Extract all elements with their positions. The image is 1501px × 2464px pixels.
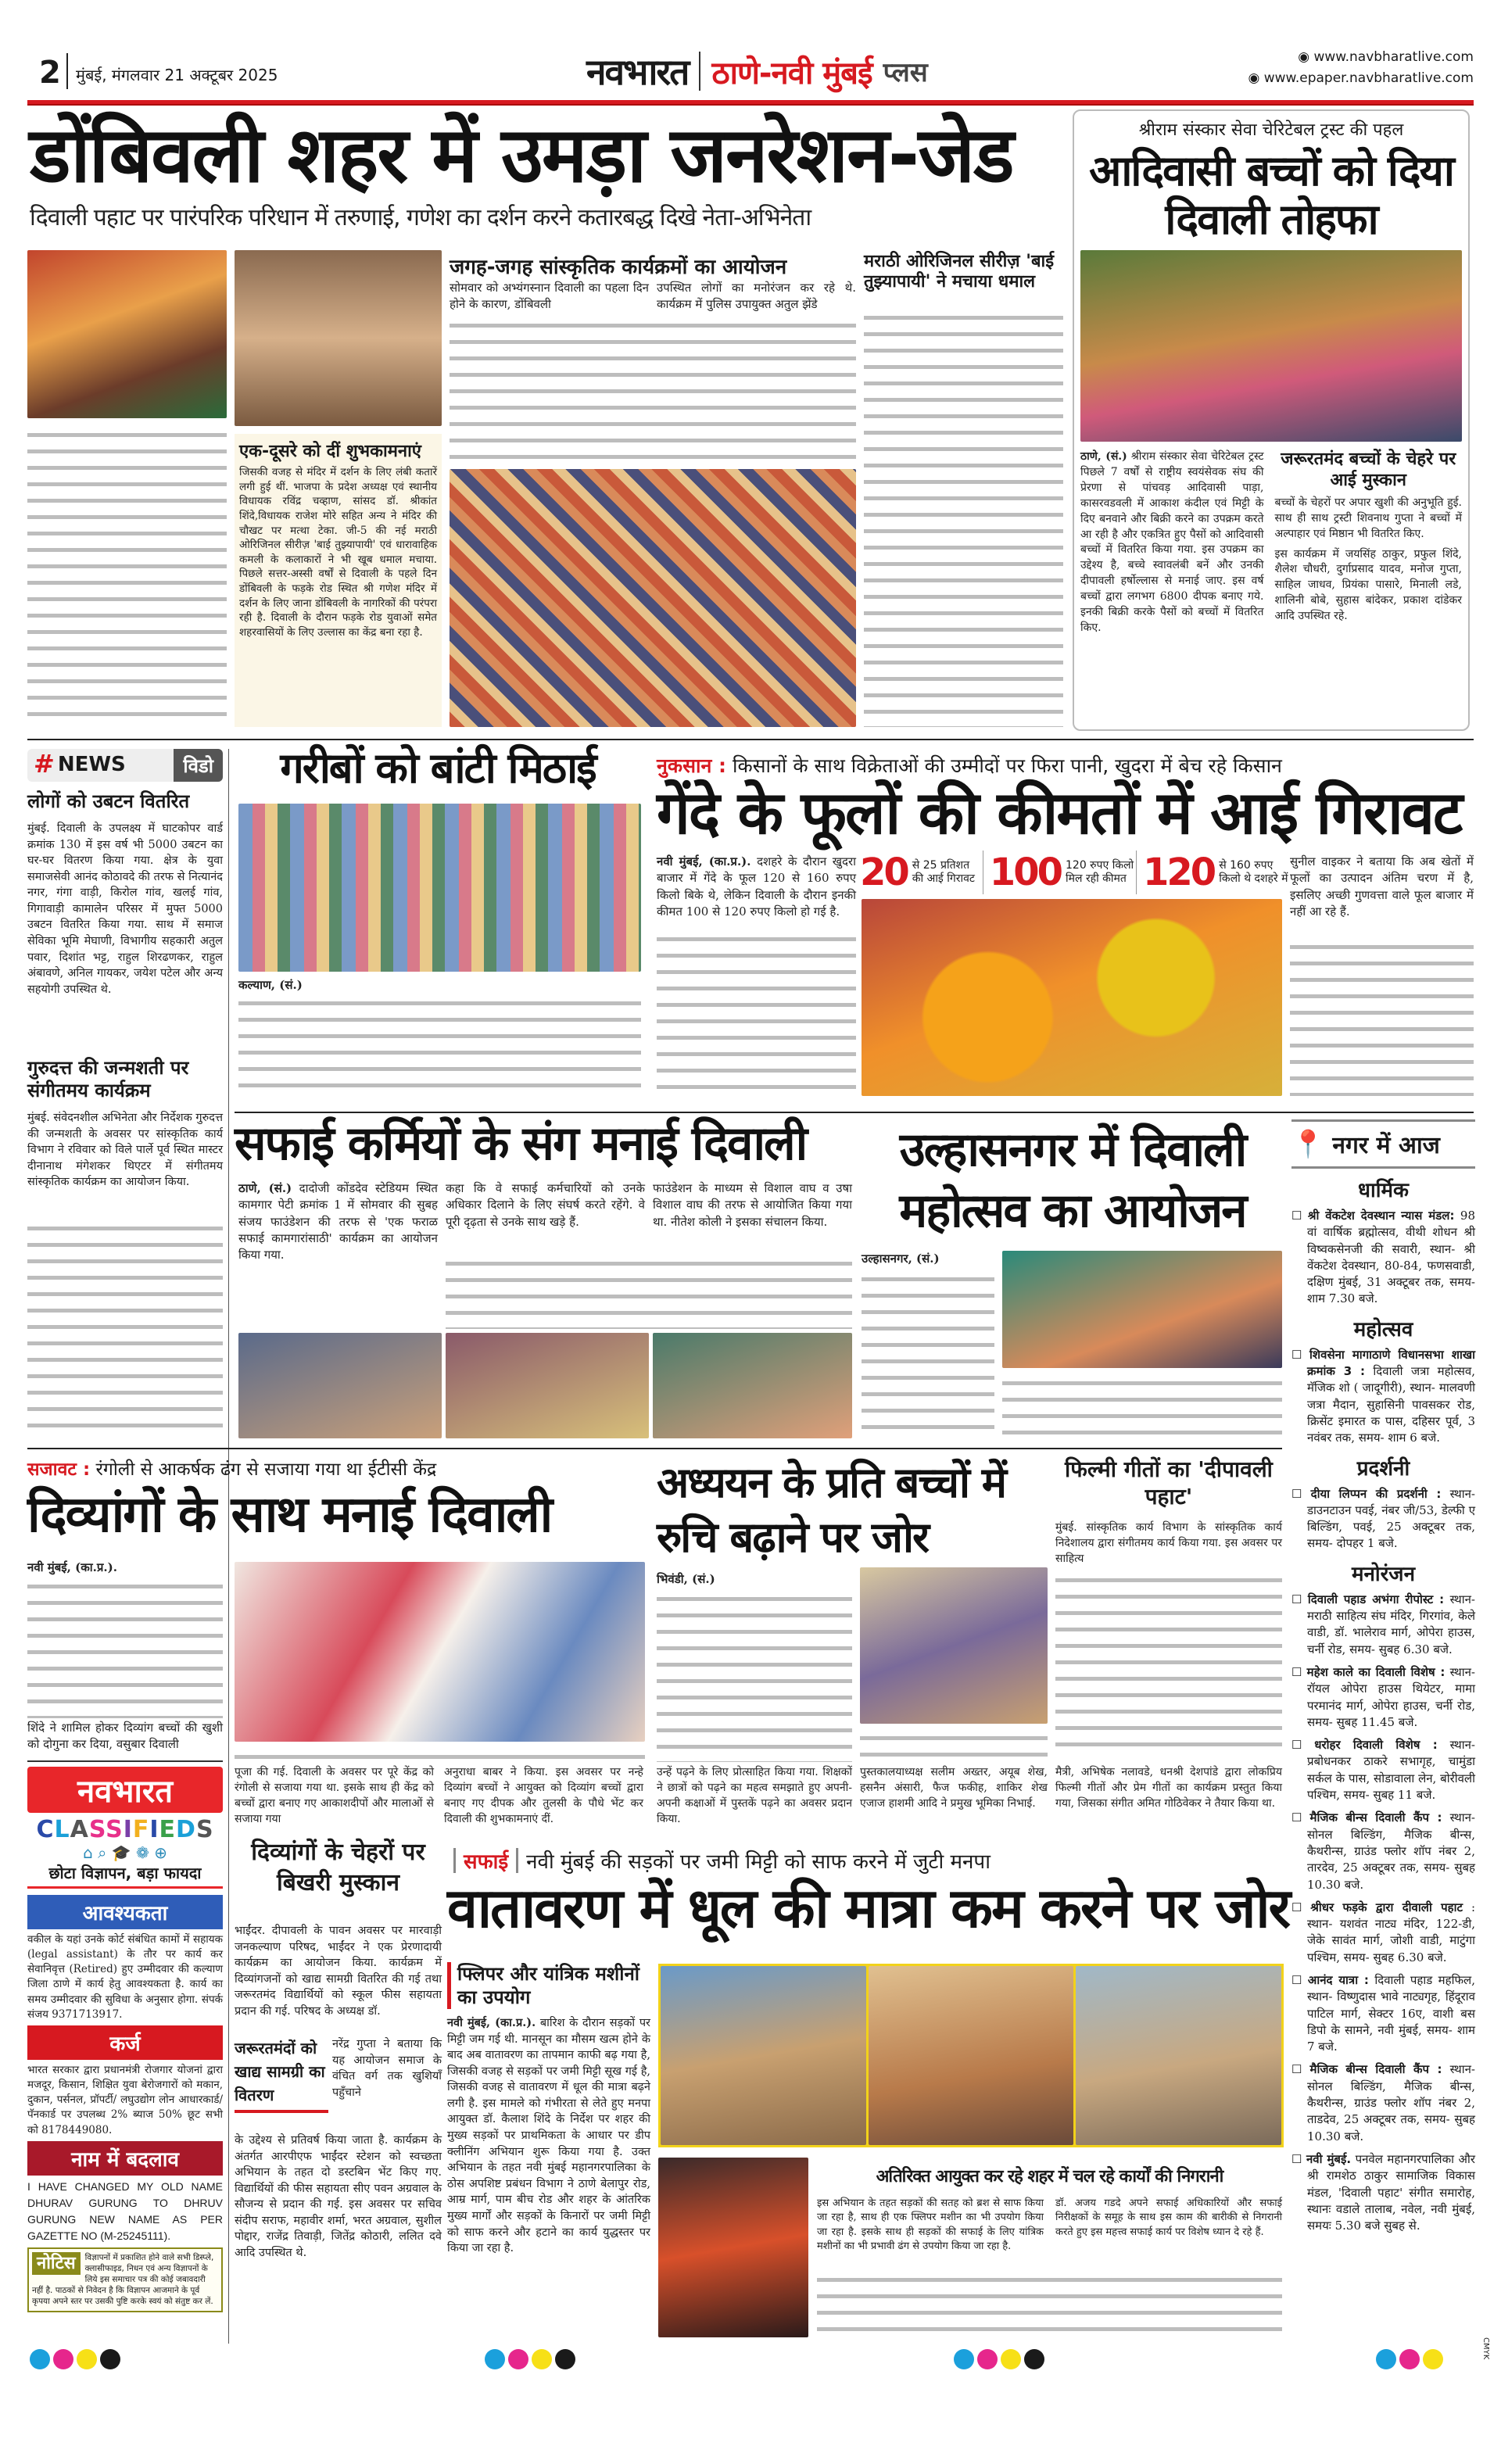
masthead [586,47,928,95]
genda-photo [862,899,1282,1096]
event-item: ☐ दीया लिप्पन की प्रदर्शनी : स्थान- डाउनटाउन पवई, नंबर जी/53, डेल्फी ए बिल्डिंग, पवई, 25 अक्टूबर तक, समय- दोपहर 1 बजे. [1291,1486,1475,1551]
adivasi-photo [1080,250,1462,442]
page-number: 2 [39,55,61,91]
event-item: ☐ मैजिक बीन्स दिवाली कैंप : स्थान- सोनल बिल्डिंग, मैजिक बीन्स, कैथरीन्स, ग्राउंड फ्लोर शॉप नंबर 2, तारदेव, 25 अक्टूबर तक, समय- सुबह 10.30 बजे. [1291,1810,1475,1892]
genda-text-cont [657,930,856,1096]
video-label: विडो [174,749,223,782]
event-item: ☐ नवी मुंबई. पनवेल महानगरपालिका और श्री रामशेठ ठाकुर सामाजिक विकास मंडल, 'दिवाली पहाट' संगीत समारोह, स्थानः वडाले तालाब, नवेल, नवी मुंबई, समयः 5.30 बजे सुबह से. [1291,2151,1475,2233]
gurudutt-headline: गुरुदत्त की जन्मशती पर संगीतमय कार्यक्रम [27,1057,189,1101]
ulhasnagar-photo [1002,1251,1282,1368]
stat-item [860,851,983,894]
ad-section-title: कर्ज [27,2025,223,2060]
genda-text-block [657,854,856,920]
stat-label: 120 रुपए किलो मिल रही कीमत [1066,859,1134,885]
divyang-text-2 [235,1748,645,1764]
genda-right-text-cont [1290,938,1474,1096]
classifieds-panel [27,1760,223,2312]
adivasi-kicker: श्रीराम संस्कार सेवा चेरिटेबल ट्रस्ट की पहल [1138,120,1404,140]
website-links [1248,47,1474,89]
registration-dots [485,2349,579,2373]
classifieds-letter: F [132,1816,150,1843]
classifieds-letter: C [36,1816,55,1843]
safai-text-2: कहा कि वे सफाई कर्मचारियों को उनके अधिकार दिलाने के लिए संघर्ष करते रहेंगे. वे पूरी दृढ़ता से उनके साथ खड़े हैं. [446,1181,645,1229]
divyang-dateline: नवी मुंबई, (का.प्र.). [27,1560,117,1574]
muskaan-headline: दिव्यांगों के चेहरों पर बिखरी मुस्कान [251,1839,425,1896]
event-item: ☐ धरोहर दिवाली विशेष : स्थान- प्रबोधनकर ठाकरे सभागृह, चामुंडा सर्कल के पास, सोडावाला लेन, बोरीवली पश्चिम, समय- सुबह 11 बजे. [1291,1738,1475,1803]
dhool-photo-night [658,2158,808,2337]
genda-kicker-line [657,752,1474,779]
adhyayan-text-a: उन्हें पढ़ने के लिए प्रोत्साहित किया गया. शिक्षकों ने छात्रों को पढ़ने का महत्व समझाते हुए अपनी-अपनी कक्षाओं में पुस्तकें पढ़ने का अवसर प्रदान किया. [657,1766,852,1825]
adivasi-bullet: इस कार्यक्रम में जयसिंह ठाकुर, प्रफुल शिंदे, शैलेश चौधरी, दुर्गाप्रसाद यादव, मनोज गुप्ता, साहिल जाधव, प्रियंका पासारे, मिनाली लडे, शालिनी बोबे, सुहास बांदेकर, प्रकाश दांडेकर आदि उपस्थित रहे. [1274,547,1462,623]
event-item: ☐ शिवसेना मागाठाणे विधानसभा शाखा क्रमांक 3 : दिवाली जत्रा महोत्सव, मॅजिक शो ( जादूगीरी), स्थान- मालवणी जत्रा मैदान, सुहासिनी पावसकर रोड, क्रिसेंट इमारत क पास, दहिसर पूर्व, 3 नवंबर तक, समय- शाम 6 बजे. [1291,1347,1475,1445]
dhool-photos [658,1964,1284,2147]
news-label: NEWS [57,753,126,776]
event-category: मनोरंजन [1351,1562,1416,1586]
classifieds-icons: ⌂ ⌕ 🎓 ❁ ⊕ [83,1843,167,1862]
globe-icon: ◉ [1298,49,1314,65]
safai-photo-3 [653,1333,852,1438]
dhool-photo-1 [661,1966,866,2145]
adhyayan-photo [860,1567,1048,1724]
safai-text-block [238,1180,438,1263]
safai-text-cont [446,1255,852,1329]
divyang-kicker-text: रंगोली से आकर्षक ढंग से सजाया गया था ईटीसी केंद्र [95,1459,437,1480]
dhool-text-block [447,2015,650,2257]
event-category: धार्मिक [1358,1179,1409,1202]
lead-photo-temple [235,250,442,426]
ad-text: वकील के यहां उनके कोर्ट संबंधित कामों में सहायक (legal assistant) के तौर पर कार्य कर सेवानिवृत्त (Retired) हुए उम्मीदवार की कल्याण जिला ठाणे में कार्य हेतु आवश्यकता है. कार्य का समय उम्मीदवार की सुविधा के अनुसार होगा. संपर्क संजय 9371713917. [27,1933,223,2021]
muskaan-inset-heading: जरूरतमंदों को खाद्य सामग्री का वितरण [235,2036,328,2113]
ubtan-text: मुंबई. दिवाली के उपलक्ष्य में घाटकोपर वार्ड क्रमांक 130 में इस वर्ष भी 5000 उबटन का घर-घर वितरण किया गया. क्षेत्र के युवा समाजसेवी आनंद कोठावदे की तरफ से नित्यानंद नगर, गंगा वाड़ी, किरोल गांव, खलई गांव, गिगावाड़ी कामालेन परिसर में मुफ्त 5000 उबटन वितरित किया गया. साथ में समाज सेविका भूमि मेघाणी, विभागीय सहकारी अतुल पवार, दिशांत भट्ट, राहुल शिरढणकर, राहुल अंबावणे, अनिल गायकर, जयेश पटेल और अन्य सहयोगी उपस्थित थे. [27,822,223,996]
location-pin-icon: 📍 [1291,1128,1325,1160]
event-item: ☐ श्रीधर फड़के द्वारा दीवाली पहाट : स्थान- यशवंत नाट्य मंदिर, 122-डी, जेके सावंत मार्ग, जोशी वाडी, माटुंगा पश्चिम, समय- सुबह 6.30 बजे. [1291,1900,1475,1964]
lead-photo-crowd [450,469,856,727]
divider [516,1848,518,1873]
epaper-link[interactable]: www.epaper.navbharatlive.com [1263,70,1474,87]
lead-text-column [27,426,227,727]
divider [66,53,68,89]
stat-label: से 160 रुपए किलो थे दशहरे में [1219,859,1288,885]
divyang-kicker-line [27,1456,645,1481]
edition-suffix: प्लस [883,57,928,88]
dhool-subheading-2: अतिरिक्त आयुक्त कर रहे शहर में चल रहे कार्यों की निगरानी [876,2167,1223,2186]
dhool-col-a: इस अभियान के तहत सड़कों की सतह को ब्रश से साफ किया जा रहा है, साथ ही एक फ्लिपर मशीन का भी उपयोग किया जा रहा है. इसके साथ ही सड़कों की सफाई के लिए यांत्रिक मशीनों का भी प्रभावी ढंग से उपयोग किया जा रहा है. [817,2197,1044,2253]
cyan-dot [30,2349,50,2369]
ubtan-headline: लोगों को उबटन वितरित [27,790,190,812]
greetings-text: जिसकी वजह से मंदिर में दर्शन के लिए लंबी कतारें लगी हुई थीं. भाजपा के प्रदेश अध्यक्ष एवं स्थानीय विधायक रविंद्र चव्हाण, सांसद डॉ. श्रीकांत शिंदे,विधायक राजेश मोरे सहित अन्य ने मंदिर की चौखट पर मत्था टेका. जी-5 की नई मराठी ओरिजिनल सीरीज़ 'बाई तुझ्यापायी' एवं धारावाहिक कमली के कलाकारों ने भी खूब धमाल मचाया. पिछले सत्तर-अस्सी वर्षों से दिवाली के पहले दिन डोंबिवली के फड़के रोड स्थित श्री गणेश मंदिर में दर्शन के लिए जाना डोंबिवली के नागरिकों की परंपरा रही है. दिवाली के दौरान फड़के रोड युवाओं समेत शहरवासियों के लिए उल्लास का केंद्र बना रहा है. [239,466,437,639]
classifieds-title [27,1816,223,1843]
mithai-dateline: कल्याण, (सं.) [238,978,303,992]
divider [699,52,700,91]
magenta-dot [53,2349,73,2369]
page-header [27,47,1474,102]
classifieds-letter: I [149,1816,159,1843]
marathi-series-text [864,309,1063,727]
stat-value: 120 [1143,851,1215,894]
dhool-photo-3 [1076,1966,1281,2145]
filmi-text-cont [1055,1571,1282,1759]
ad-text: I HAVE CHANGED MY OLD NAME DHURAV GURUNG TO DHRUV GURUNG NEW NAME AS PER GAZETTE NO (M-25245111). [27,2179,223,2242]
safai-dateline: ठाणे, (सं.) [238,1181,292,1195]
safai-photo-1 [238,1333,442,1438]
classifieds-brand: नवभारत [27,1767,223,1813]
divyang-col-2: अनुराधा बाबर ने किया. इस अवसर पर नन्हे दिव्यांग बच्चों ने आयुक्त को दिव्यांग बच्चों द्वारा बनाए गए दीपक और तुलसी के पौधे भेंट कर दिवाली की शुभकामनाएं दीं. [444,1766,643,1825]
safai-text-3: फाउंडेशन के माध्यम से विशाल वाघ व उषा विशाल वाघ की तरफ से आयोजित किया गया था. नीतेश कोली ने इसका संचालन किया. [653,1181,852,1229]
muskaan-text-2: के उद्देश्य से प्रतिवर्ष किया जाता है. कार्यक्रम के अंतर्गत आरपीएफ भाईंदर स्टेशन को स्वच्छता अभियान के तहत दो डस्टबिन भेंट किए गए. विद्यार्थियों की फीस सहायता सीए पवन अग्रवाल के सौजन्य से प्रदान की गई. इस अवसर पर सचिव संदीप सराफ, महावीर शर्मा, भरत अग्रवाल, सुशील पोद्दार, राजेंद्र तिवाड़ी, जितेंद्र कोठारी, ललित दवे आदि उपस्थित थे. [235,2134,442,2260]
adivasi-headline: आदिवासी बच्चों को दिया दिवाली तोहफा [1089,146,1453,245]
hash-icon: # [34,749,55,779]
genda-dateline: नवी मुंबई, (का.प्र.). [657,854,751,868]
classifieds-letter: A [70,1816,89,1843]
section-rule [27,1448,1282,1449]
divyang-photo [235,1562,645,1742]
classifieds-tagline: छोटा विज्ञापन, बड़ा फायदा [27,1862,223,1889]
black-dot [100,2349,120,2369]
divyang-headline: दिव्यांगों के साथ मनाई दिवाली [27,1486,552,1544]
ulhasnagar-text [862,1270,994,1438]
genda-right-text: सुनील वाइकर ने बताया कि अब खेतों में फूलों का उत्पादन अंतिम चरण में है, इसलिए अच्छी गुणवत्ता वाले फूल बाजार में नहीं आ रहे हैं. [1290,854,1474,919]
cultural-text-1: सोमवार को अभ्यंगस्नान दिवाली का पहला दिन होने के कारण, डोंबिवली [450,281,649,312]
event-item: ☐ महेश काले का दिवाली विशेष : स्थान- रॉयल ओपेरा हाउस थियेटर, मामा परमानंद मार्ग, ओपेरा हाउस, चर्नी रोड, समय- सुबह 11.45 बजे. [1291,1664,1475,1729]
classifieds-letter: S [88,1816,106,1843]
filmi-headline: फिल्मी गीतों का 'दीपावली पहाट' [1065,1456,1273,1510]
dhool-kicker-line [453,1846,1282,1875]
stat-value: 100 [989,851,1061,894]
divyang-text-end: शिंदे ने शामिल होकर दिव्यांग बच्चों की खुशी को दोगुना कर दिया, वसुबार दिवाली [27,1721,223,1752]
globe-icon: ◉ [1248,70,1264,87]
nagar-aaj-header [1291,1119,1475,1169]
nagar-aaj-column [1291,1119,1475,2240]
adhyayan-dateline: भिवंडी, (सं.) [657,1572,715,1586]
nagar-aaj-title: नगर में आज [1332,1132,1440,1159]
greetings-heading: एक-दूसरे को दीं शुभकामनाएं [239,442,421,461]
dhool-photo-2 [869,1966,1074,2145]
dhool-col-cont [817,2271,1282,2337]
divyang-text [27,1578,223,1718]
genda-headline: गेंदे के फूलों की कीमतों में आई गिरावट [657,778,1462,847]
dhool-subheading: फ्लिपर और यांत्रिक मशीनों का उपयोग [447,1962,650,2009]
dhool-dateline: नवी मुंबई, (का.प्र.). [447,2016,536,2029]
cultural-text-cont [450,317,856,465]
ulhasnagar-text-cont [1002,1374,1282,1438]
issue-date: मुंबई, मंगलवार 21 अक्टूबर 2025 [76,66,278,84]
event-category: प्रदर्शनी [1356,1456,1410,1481]
section-rule [27,739,1474,740]
masthead-logo: नवभारत [586,51,689,93]
cultural-heading: जगह-जगह सांस्कृतिक कार्यक्रमों का आयोजन [450,256,787,279]
genda-kicker-text: किसानों के साथ विक्रेताओं की उम्मीदों पर फिरा पानी, खुदरा में बेच रहे किसान [732,754,1282,777]
dhool-text: बारिश के दौरान सड़कों पर मिट्टी जम गई थी. मानसून का मौसम खत्म होने के बाद अब वातावरण का तापमान काफी बढ़ गया है, जिसकी वजह से सड़कों पर जमी मिट्टी सूख गई है, जिसकी वजह से वातावरण में धूल की मात्रा बढ़ने लगी है. इस मामले को गंभीरता से लेते हुए मनपा आयुक्त डॉ. कैलाश शिंदे के निर्देश पर शहर की मुख्य सड़कों पर प्राथमिकता के आधार पर डीप क्लीनिंग अभियान शुरू किया गया है. उक्त अभियान के तहत नवी मुंबई महानगरपालिका के ठोस अपशिष्ट प्रबंधन विभाग ने ठाणे बेलापुर रोड, आम्र मार्ग, पाम बीच रोड और शहर के आंतरिक मुख्य मार्गों और सड़कों के किनारों पर जमी मिट्टी को साफ करने और हटाने का कार्य युद्धस्तर पर किया जा रहा है. [447,2017,650,2255]
adhyayan-headline: अध्ययन के प्रति बच्चों में रुचि बढ़ाने पर जोर [657,1458,1006,1563]
adivasi-subheading: जरूरतमंद बच्चों के चेहरे पर आई मुस्कान [1281,449,1456,490]
dhool-kicker-text: नवी मुंबई की सड़कों पर जमी मिट्टी को साफ करने में जुटी मनपा [526,1850,991,1874]
website-link[interactable]: www.navbharatlive.com [1313,49,1474,65]
adhyayan-text [657,1590,852,1762]
registration-dots [1376,2349,1446,2373]
registration-dots [30,2349,124,2373]
cmyk-mark: CMYK [1481,2337,1490,2360]
notice-title: नोटिस [32,2252,81,2276]
greetings-box [235,434,442,727]
safai-photo-2 [446,1333,649,1438]
muskaan-text: भाईंदर. दीपावली के पावन अवसर पर मारवाड़ी जनकल्याण परिषद, भाईंदर ने एक प्रेरणादायी कार्यक्रम का आयोजन किया. कार्यक्रम में दिव्यांगजनों को खाद्य सामग्री वितरित की गई तथा जरूरतमंद विद्यार्थियों को स्कूल फीस सहायता प्रदान की गई. परिषद के अध्यक्ष डॉ. [235,1925,442,2018]
marathi-series-heading: मराठी ओरिजिनल सीरीज़ 'बाई तुझ्यापायी' ने मचाया धमाल [864,252,1055,292]
section-rule [235,1112,1474,1113]
classifieds-letter: D [176,1816,196,1843]
stat-item [1136,851,1289,894]
dhool-kicker: सफाई [464,1850,509,1874]
ad-section-title: आवश्यकता [27,1895,223,1929]
classifieds-letter: E [159,1816,177,1843]
divyang-kicker: सजावट : [27,1459,91,1480]
adivasi-story-box [1073,109,1470,731]
event-item: ☐ मैजिक बीन्स दिवाली कैंप : स्थान- सोनल बिल्डिंग, मैजिक बीन्स, कैथरीन्स, ग्राउंड फ्लोर शॉप नंबर 2, ताडदेव, 25 अक्टूबर तक, समय- सुबह 10.30 बजे. [1291,2062,1475,2143]
yellow-dot [77,2349,97,2369]
classifieds-letter: I [123,1816,133,1843]
mithai-photo [238,804,641,972]
ulhasnagar-headline: उल्हासनगर में दिवाली महोत्सव का आयोजन [899,1123,1246,1238]
gurudutt-text: मुंबई. संवेदनशील अभिनेता और निर्देशक गुरुदत्त की जन्मशती के अवसर पर सांस्कृतिक कार्य विभाग ने रविवार को विले पार्ले पूर्व स्थित मास्टर दीनानाथ मंगेशकर थिएटर में संगीतमय सांस्कृतिक कार्यक्रम का आयोजन किया. [27,1112,223,1189]
column-divider [228,749,229,2344]
safai-text: दादोजी कोंडदेव स्टेडियम स्थित कामगार पेटी क्रमांक 1 में सोमवार की सुबह संजय फाउंडेशन की तरफ से 'एक फराळ सफाई कामगारांसाठी' कार्यक्रम का आयोजन किया गया. [238,1181,438,1262]
genda-stats [860,851,1288,894]
stat-item [983,851,1136,894]
registration-dots [954,2349,1048,2373]
stat-value: 20 [860,851,908,894]
classifieds-letter: S [106,1816,124,1843]
divyang-col-1: पूजा की गई. दिवाली के अवसर पर पूरे केंद्र को रंगोली से सजाया गया था. इसके साथ ही केंद्र को बच्चों द्वारा बनाए गए आकाशदीपों और मालाओं से सजाया गया [235,1766,434,1825]
adivasi-text-block [1080,449,1264,636]
cultural-text-2: उपस्थित लोगों का मनोरंजन कर रहे थे. कार्यक्रम में पुलिस उपायुक्त अतुल झेंडे [657,281,856,312]
event-item: ☐ दिवाली पहाड अभंगा रीपोस्ट : स्थान- मराठी साहित्य संघ मंदिर, गिरगांव, केले वाडी, डॉ. भालेराव मार्ग, ओपेरा हाउस, चर्नी रोड, समय- सुबह 6.30 बजे. [1291,1592,1475,1656]
header-rule [27,100,1474,106]
lead-headline: डोंबिवली शहर में उमड़ा जनरेशन-जेड [30,111,1013,200]
safai-headline: सफाई कर्मियों के संग मनाई दिवाली [235,1116,807,1171]
stat-label: से 25 प्रतिशत की आई गिरावट [912,859,975,885]
genda-kicker: नुकसान : [657,754,727,777]
adhyayan-text-b: पुस्तकालयाध्यक्ष सलीम अख्तर, अयूब शेख, हसनैन अंसारी, फैज फकीह, शाकिर शेख एजाज हाशमी आदि ने प्रमुख भूमिका निभाई. [860,1766,1048,1810]
news-video-badge [27,749,223,782]
event-category: महोत्सव [1353,1317,1413,1341]
mithai-headline: गरीबों को बांटी मिठाई [280,743,596,793]
edition-name: ठाणे-नवी मुंबई [711,55,872,91]
lead-subheadline: दिवाली पहाट पर पारंपरिक परिधान में तरुणाई, गणेश का दर्शन करने कतारबद्ध दिखे नेता-अभिनेता [30,204,811,231]
lead-photo-stage [27,250,227,418]
muskaan-inset-text: नरेंद्र गुप्ता ने बताया कि यह आयोजन समाज के वंचित वर्ग तक खुशियाँ पहुँचाने [332,2038,442,2099]
dhool-headline: वातावरण में धूल की मात्रा कम करने पर जोर [447,1876,1290,1940]
event-item: ☐ श्री वेंकटेश देवस्थान न्यास मंडल: 98 वां वार्षिक ब्रह्मोत्सव, वीथी शोधन श्री विष्वकसेनजी की सवारी, स्थान- श्री वेंकटेश देवस्थान, 80-84, फणसवाडी, दक्षिण मुंबई, 31 अक्टूबर तक, समय- शाम 7.30 बजे. [1291,1209,1475,1306]
adivasi-text: श्रीराम संस्कार सेवा चेरिटेबल ट्रस्ट पिछले 7 वर्षों से राष्ट्रीय स्वयंसेवक संघ की प्रेरणा से पांचवड़ आदिवासी पाड़ा, कासरवडवली में आकाश कंदील एवं मिट्टी के दिए बनवाने और बिक्री करने का उपक्रम करते आ रही है और एकत्रित हुए पैसों को आदिवासी बच्चों में वितरित किया गया. इस उपक्रम का उद्देश्य है, बच्चे स्वावलंबी बनें और उनकी दीपावली हर्षोल्लास से मनाई जाए. इस वर्ष बच्चों द्वारा लगभग 6800 दीपक बनाए गये. इनकी बिक्री करके पैसों को बच्चों में वितरित किए. [1080,450,1264,634]
notice-box [27,2247,223,2312]
ad-section-title: नाम में बदलाव [27,2141,223,2176]
filmi-text-end: मैत्री, अभिषेक नलावडे, धनश्री देशपांडे द्वारा लोकप्रिय फिल्मी गीतों और प्रेम गीतों का कार्यक्रम प्रस्तुत किया गया, जिसका संगीत अमित गोठिवेकर ने तैयार किया था. [1055,1766,1282,1810]
mithai-text [238,994,641,1096]
ulhasnagar-dateline: उल्हासनगर, (सं.) [862,1252,940,1266]
filmi-text: मुंबई. सांस्कृतिक कार्य विभाग के सांस्कृतिक कार्य निदेशालय द्वारा संगीतमय कार्य किया गया. इस अवसर पर साहित्य [1055,1521,1282,1565]
dhool-col-b: डॉ. अजय गडदे अपने सफाई अधिकारियों और सफाई निरीक्षकों के समूह के साथ इस काम की बारीकी से निगरानी करते हुए इस महत्त्व सफाई कार्य पर विशेष ध्यान दे रहे हैं. [1055,2197,1282,2238]
classifieds-letter: S [195,1816,214,1843]
notice-text: विज्ञापनों में प्रकाशित होने वाले सभी डिस्प्ले, क्लासीफाइड, निधन एवं अन्य विज्ञापनों के लिये इस समाचार पत्र की कोई जबावदारी नहीं है. पाठकों से निवेदन है कि विज्ञापन आजमाने के पूर्व कृपया अपने स्तर पर उसकी पुष्टि करके स्वयं को संतुष्ट कर लें. [32,2252,214,2307]
classifieds-letter: L [54,1816,70,1843]
adhyayan-text-cont [860,1729,1048,1762]
event-item: ☐ आनंद यात्रा : दिवाली पहाड महफिल, स्थान- विष्णुदास भावे नाट्यगृह, हिंदूराव पाटिल मार्ग, सेक्टर 16ए, वाशी बस डिपो के सामने, नवी मुंबई, समय- शाम 7 बजे. [1291,1972,1475,2054]
genda-text: दशहरे के दौरान खुदरा बाजार में गेंदे के फूल 120 से 160 रुपए किलो बिके थे, लेकिन दिवाली के दौरान इनकी कीमत 100 से 120 रुपए किलो हो गई है. [657,854,856,919]
gurudutt-text-cont [27,1219,223,1438]
adivasi-bullet: बच्चों के चेहरों पर अपार खुशी की अनुभूति हुई. साथ ही साथ ट्रस्टी शिवनाथ गुप्ता ने बच्चों में अल्पाहार एवं मिष्ठान भी वितरित किए. [1274,496,1462,540]
adivasi-dateline: ठाणे, (सं.) [1080,450,1127,464]
divider [453,1848,456,1873]
ad-text: भारत सरकार द्वारा प्रधानमंत्री रोजगार योजनां द्वारा मजदूर, किसान, शिक्षित युवा बेरोजगारों को मकान, दुकान, पर्सनल, प्रॉपर्टी/ लघुउद्योग लोन आधारकार्ड/ पॅनकार्ड पर उपलब्ध 2% ब्याज 50% छूट सभी को 8178449080. [27,2063,223,2136]
